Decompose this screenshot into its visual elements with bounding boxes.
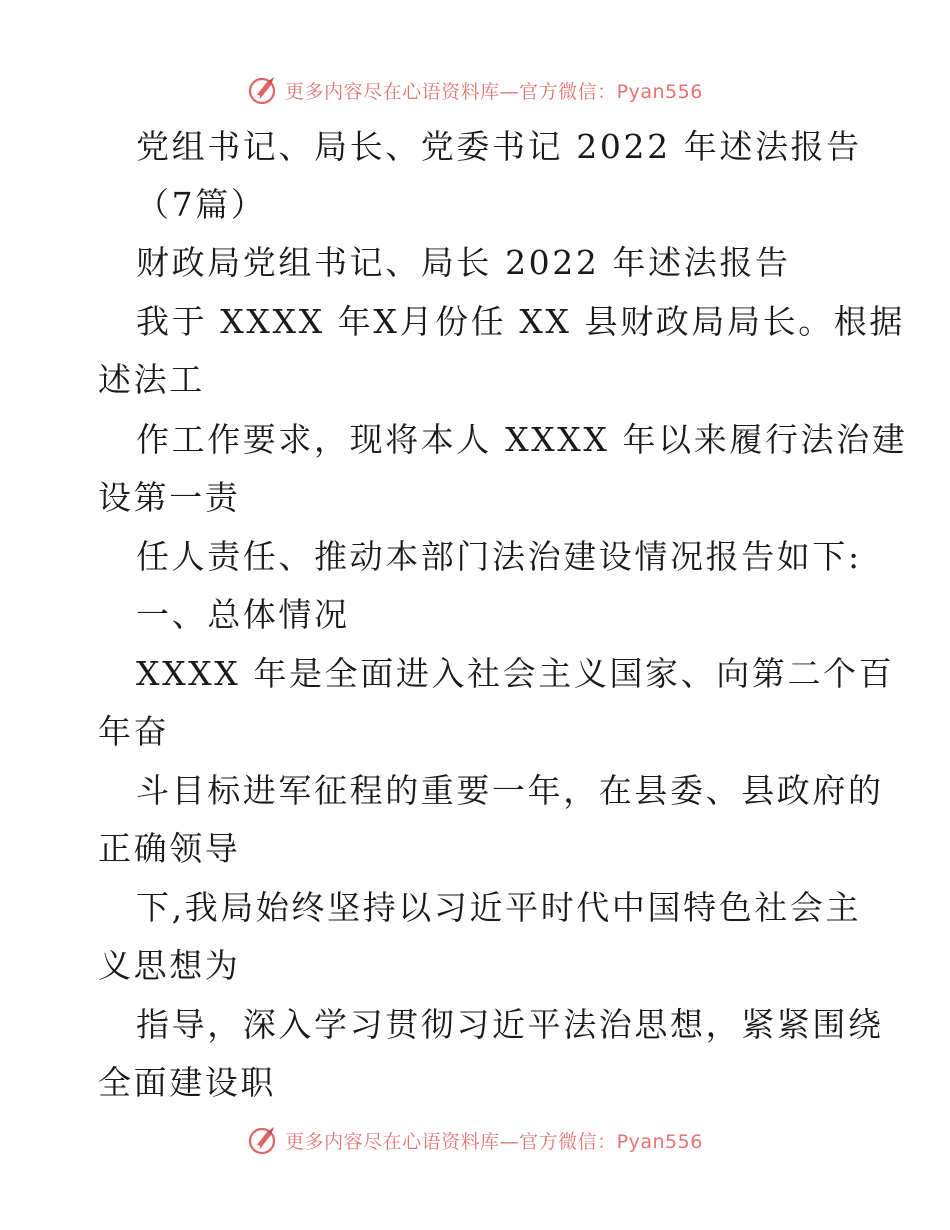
document-title: 党组书记、局长、党委书记 2022 年述法报告	[136, 127, 862, 166]
quill-pen-seal-icon	[247, 74, 279, 106]
paragraph-line: 设第一责	[98, 478, 241, 517]
paragraph-line: 年奋	[98, 712, 170, 751]
section-heading: 一、总体情况	[136, 595, 350, 634]
paragraph-line: 任人责任、推动本部门法治建设情况报告如下:	[136, 537, 862, 576]
paragraph-line: XXXX 年是全面进入社会主义国家、向第二个百	[136, 654, 895, 693]
document-title-count: （7篇）	[136, 185, 267, 224]
paragraph-line: 指导，深入学习贯彻习近平法治思想，紧紧围绕	[136, 1005, 884, 1044]
watermark-text: 更多内容尽在心语资料库—官方微信：Pyan556	[285, 1130, 703, 1153]
paragraph-line: 作工作要求，现将本人 XXXX 年以来履行法治建	[136, 420, 908, 459]
paragraph-line: 斗目标进军征程的重要一年，在县委、县政府的	[136, 771, 884, 810]
watermark-header	[0, 74, 950, 106]
quill-pen-seal-icon	[247, 1124, 279, 1156]
paragraph-line: 义思想为	[98, 946, 241, 985]
watermark-footer	[0, 1124, 950, 1156]
paragraph-line: 全面建设职	[98, 1063, 276, 1102]
paragraph-line: 正确领导	[98, 829, 241, 868]
paragraph-line: 我于 XXXX 年X月份任 XX 县财政局局长。根据	[136, 302, 906, 341]
watermark-text: 更多内容尽在心语资料库—官方微信：Pyan556	[285, 80, 703, 103]
section-title: 财政局党组书记、局长 2022 年述法报告	[136, 243, 791, 282]
paragraph-line: 下,我局始终坚持以习近平时代中国特色社会主	[136, 888, 862, 927]
paragraph-line: 述法工	[98, 360, 205, 399]
